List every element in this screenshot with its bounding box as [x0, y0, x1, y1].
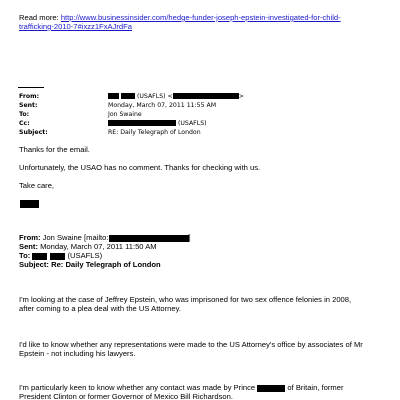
orig-from-label: From:	[19, 233, 41, 242]
reply-to-label: To:	[19, 111, 30, 118]
reply-to-row	[19, 110, 379, 119]
reply-from-value	[108, 92, 244, 101]
reply-cc-label: Cc:	[19, 120, 30, 127]
reply-body-line2: Unfortunately, the USAO has no comment. Thanks for checking with us.	[19, 163, 261, 172]
redaction-box	[257, 385, 285, 392]
reply-body-line1: Thanks for the email.	[19, 145, 90, 154]
orig-subject-row	[19, 260, 389, 269]
redaction-box	[121, 93, 135, 99]
reply-subject-label: Subject:	[19, 129, 48, 136]
reply-from-label: From:	[19, 93, 40, 100]
reply-from-text: (USAFLS) <	[136, 93, 173, 100]
redaction-box	[108, 93, 119, 99]
redaction-box	[108, 120, 176, 126]
orig-subject-label: Subject:	[19, 260, 49, 269]
orig-p3-line2: President Clinton or former Governor of Mexico Bill Richardson.	[19, 392, 233, 400]
read-more-line	[19, 13, 341, 22]
orig-header	[19, 233, 389, 269]
orig-p1-line2: after coming to a plea deal with the US Attorney.	[19, 304, 181, 313]
reply-from-end: >	[238, 93, 244, 100]
orig-p1-line1: I'm looking at the case of Jeffrey Epstein, who was imprisoned for two sex offence felonies in 2008,	[19, 295, 352, 304]
orig-p3-text-b: of Britain, former	[287, 383, 344, 392]
reply-to-value: Jon Swaine	[108, 111, 142, 118]
read-more-line-2	[19, 22, 132, 31]
redaction-box	[173, 93, 239, 99]
read-more-link[interactable]: http://www.businessinsider.com/hedge-funder-joseph-epstein-investigated-for-child-	[60, 13, 341, 22]
reply-sent-row	[19, 101, 379, 110]
orig-p2-line1: I'd like to know whether any representations were made to the US Attorney's office by associates of Mr	[19, 340, 363, 349]
orig-from-end: ]	[188, 233, 191, 242]
read-more-prefix: Read more:	[19, 13, 59, 22]
orig-sent-value: Monday, March 07, 2011 11:50 AM	[40, 242, 157, 251]
orig-sent-label: Sent:	[19, 242, 38, 251]
reply-cc-row	[19, 119, 379, 128]
reply-sent-value: Monday, March 07, 2011 11:55 AM	[108, 102, 217, 109]
orig-p3-text-a: I'm particularly keen to know whether any contact was made by Prince	[19, 383, 256, 392]
orig-p3-line1	[19, 383, 344, 392]
read-more-link-cont[interactable]: trafficking-2010-7#ixzz1FxAJrdFa	[19, 22, 132, 31]
orig-to-value: (USAFLS)	[67, 251, 103, 260]
orig-subject-value: Re: Daily Telegraph of London	[51, 260, 161, 269]
signature-redaction	[20, 200, 39, 208]
reply-from-row	[19, 92, 379, 101]
redaction-box	[32, 253, 47, 260]
redaction-box	[50, 253, 65, 260]
reply-cc-value	[108, 119, 207, 128]
orig-from-value: Jon Swaine [mailto:	[42, 233, 109, 242]
orig-to-label: To:	[19, 251, 31, 260]
redaction-box	[109, 235, 189, 242]
orig-from-row	[19, 233, 389, 242]
orig-sent-row	[19, 242, 389, 251]
orig-to-row	[19, 251, 389, 260]
reply-sent-label: Sent:	[19, 102, 38, 109]
divider	[18, 87, 44, 88]
reply-subject-value: RE: Daily Telegraph of London	[108, 129, 201, 136]
reply-body-line3: Take care,	[19, 181, 55, 190]
reply-header	[19, 92, 379, 137]
reply-cc-text: (USAFLS)	[177, 120, 207, 127]
orig-p2-line2: Epstein - not including his lawyers.	[19, 349, 136, 358]
reply-subject-row	[19, 128, 379, 137]
